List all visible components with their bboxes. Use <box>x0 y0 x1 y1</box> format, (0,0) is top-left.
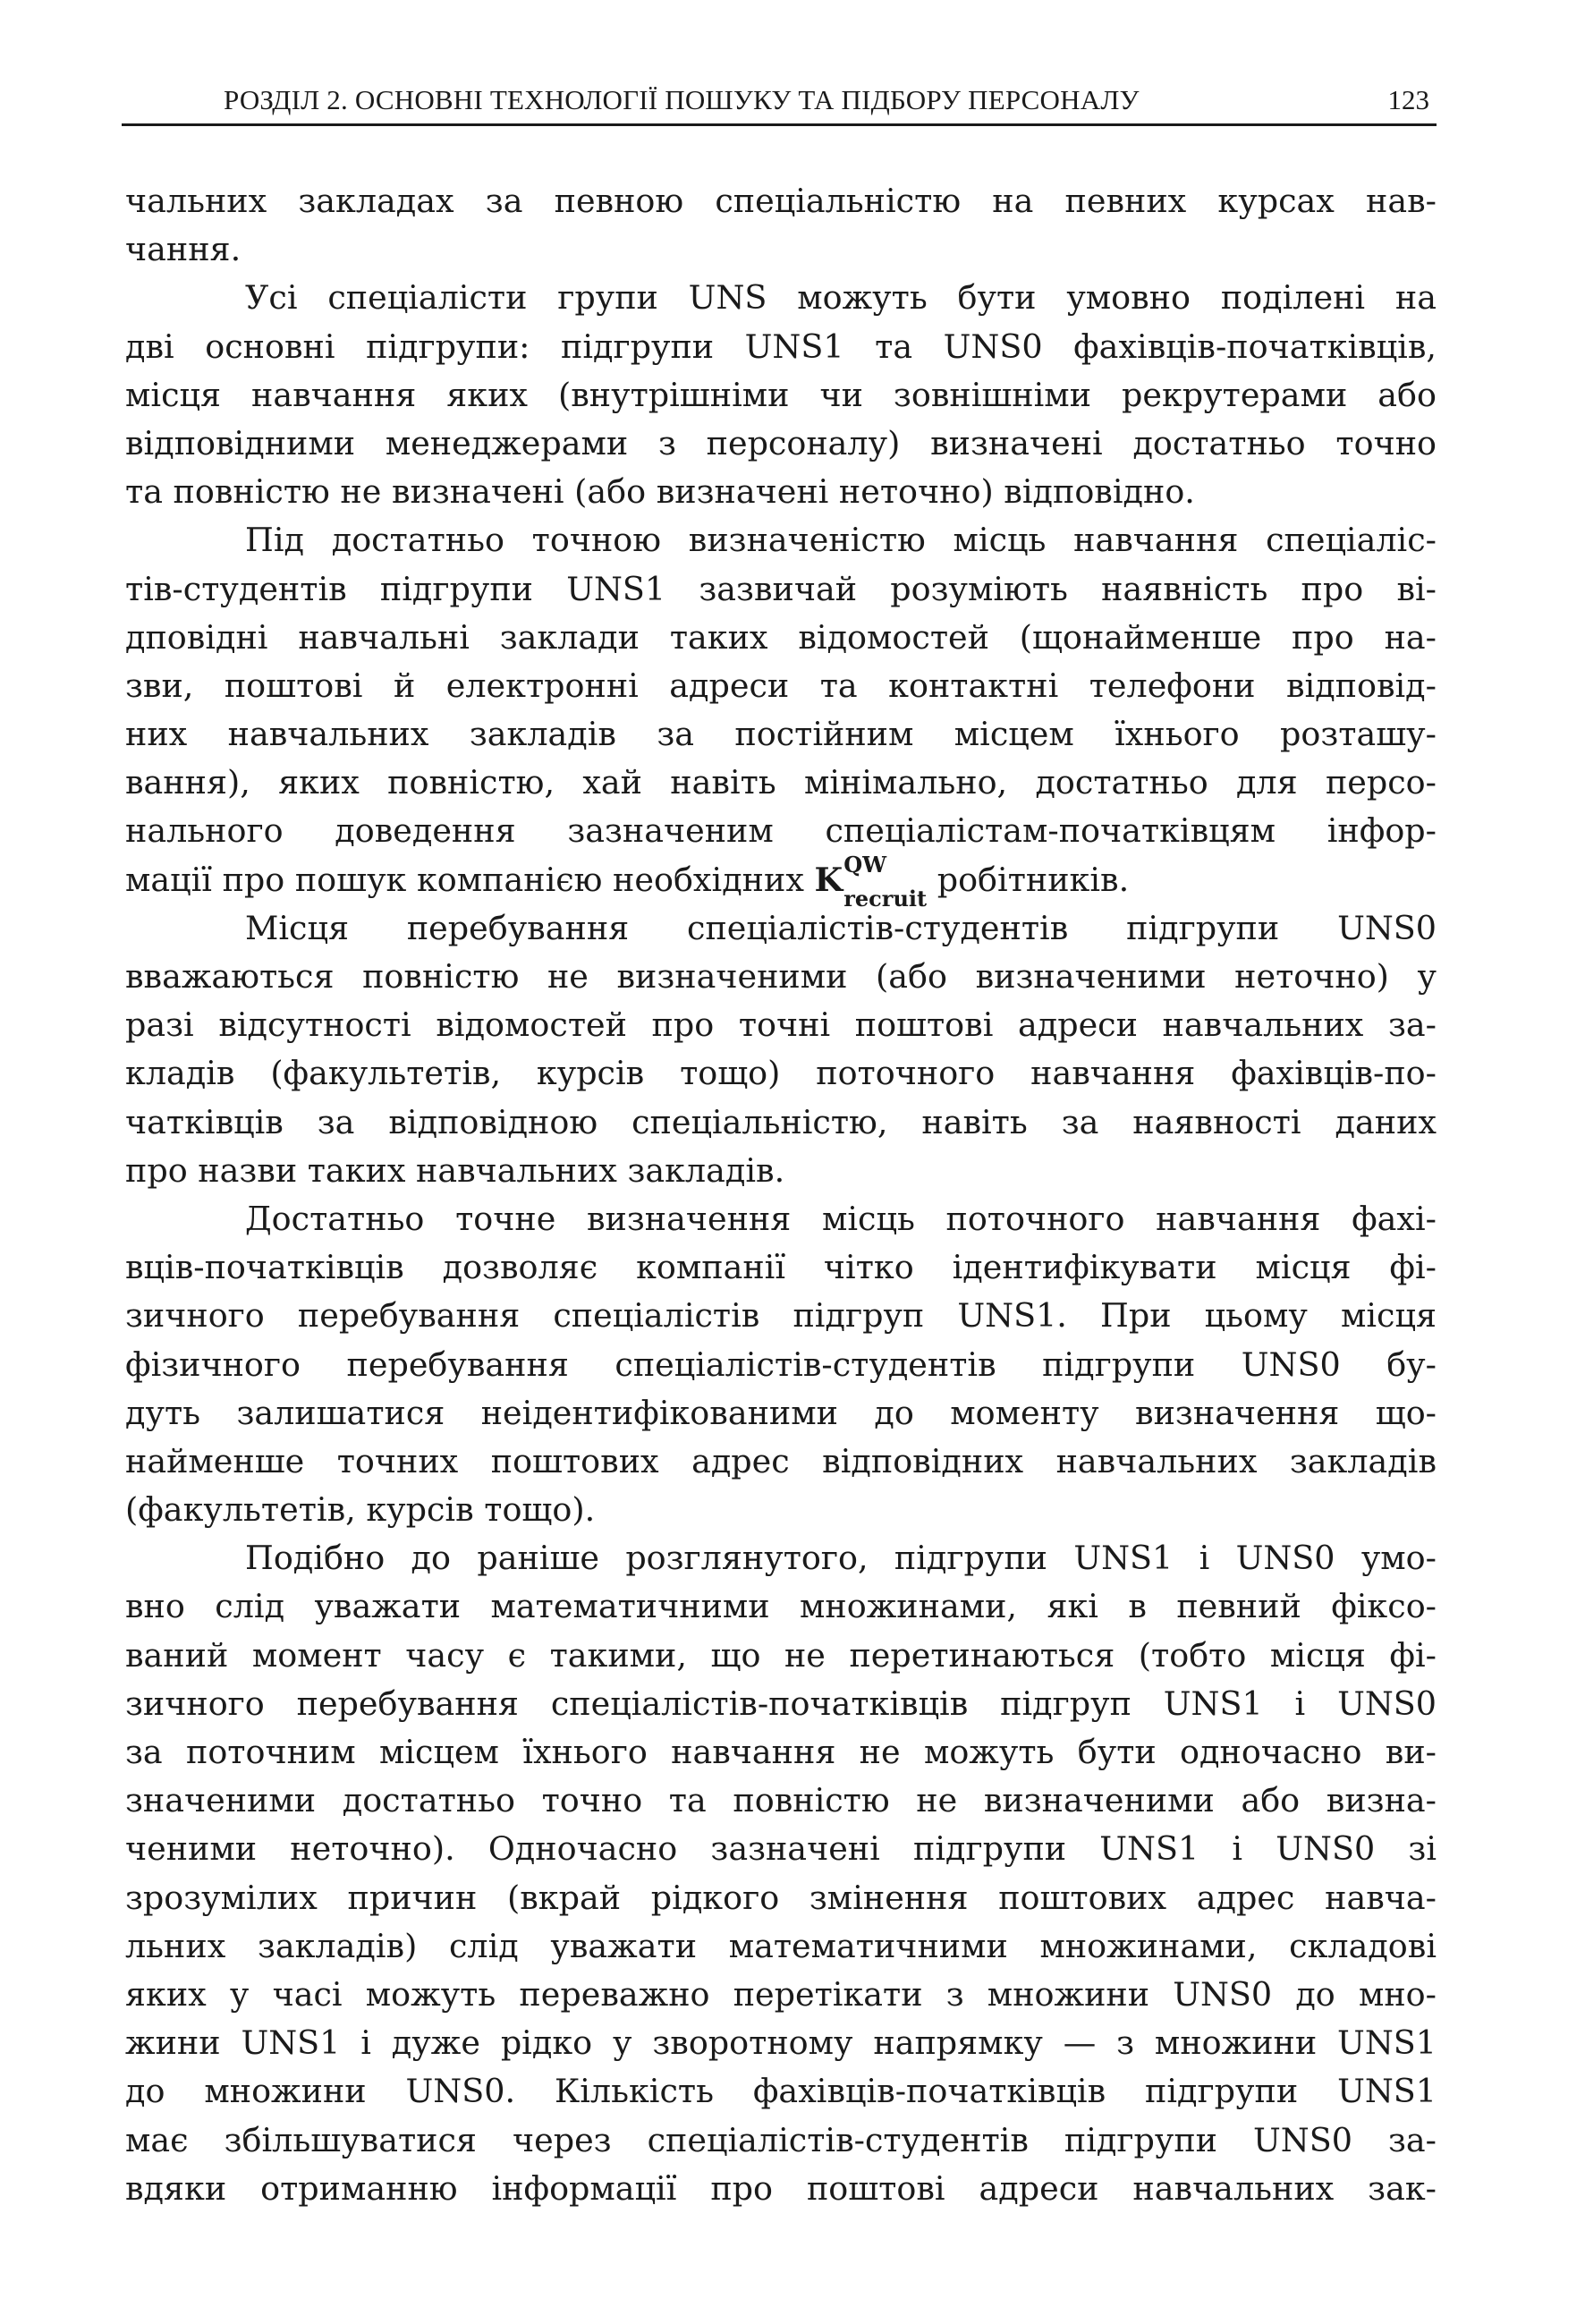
text-line: місця навчання яких (внутрішніми чи зовнішніми рекрутерами або <box>125 375 1437 414</box>
body-text <box>125 177 1437 2213</box>
formula-k-recruit <box>814 852 928 912</box>
text-line: дповідні навчальні заклади таких відомостей (щонайменше про на- <box>125 617 1437 657</box>
text-line: ченими неточно). Одночасно зазначені підгрупи UNS1 і UNS0 зі <box>125 1829 1437 1869</box>
text-fragment: робітників. <box>937 860 1130 899</box>
formula-subscript: recruit <box>843 886 928 912</box>
text-line: та повністю не визначені (або визначені неточно) відповідно. <box>125 472 1195 512</box>
text-line: жини UNS1 і дуже рідко у зворотному напрямку — з множини UNS1 <box>125 2023 1437 2063</box>
text-line: дві основні підгрупи: підгрупи UNS1 та UNS0 фахівців-початківців, <box>125 327 1437 366</box>
text-line: дуть залишатися неідентифікованими до моменту визначення що- <box>125 1393 1437 1432</box>
text-line: вання), яких повністю, хай навіть мінімально, достатньо для персо- <box>125 763 1437 802</box>
formula-superscript: QW <box>843 852 887 878</box>
text-line: має збільшуватися через спеціалістів-студентів підгрупи UNS0 за- <box>125 2120 1437 2159</box>
text-line: до множини UNS0. Кількість фахівців-початківців підгрупи UNS1 <box>125 2072 1437 2111</box>
text-line: зрозумілих причин (вкрай рідкого змінення поштових адрес навча- <box>125 1878 1437 1917</box>
text-line: нального доведення зазначеним спеціалістам-початківцям інфор- <box>125 811 1437 851</box>
text-line: Місця перебування спеціалістів-студентів підгрупи UNS0 <box>245 908 1437 947</box>
text-line: ваний момент часу є такими, що не перетинаються (тобто місця фі- <box>125 1635 1437 1675</box>
text-line: (факультетів, курсів тощо). <box>125 1490 596 1530</box>
text-line: значеними достатньо точно та повністю не визначеними або визна- <box>125 1781 1437 1820</box>
text-line: вців-початківців дозволяє компанії чітко ідентифікувати місця фі- <box>125 1248 1437 1287</box>
text-line: льних закладів) слід уважати математичними множинами, складові <box>125 1926 1437 1965</box>
text-line: вдяки отриманню інформації про поштові адреси навчальних зак- <box>125 2168 1437 2208</box>
text-line: найменше точних поштових адрес відповідних навчальних закладів <box>125 1441 1437 1480</box>
text-line: разі відсутності відомостей про точні поштові адреси навчальних за- <box>125 1005 1437 1045</box>
text-line: кладів (факультетів, курсів тощо) поточного навчання фахівців-по- <box>125 1054 1437 1093</box>
text-line: вважаються повністю не визначеними (або визначеними неточно) у <box>125 957 1437 996</box>
text-line: про назви таких навчальних закладів. <box>125 1150 785 1190</box>
text-line: фізичного перебування спеціалістів-студентів підгрупи UNS0 бу- <box>125 1344 1437 1384</box>
text-line: відповідними менеджерами з персоналу) визначені достатньо точно <box>125 423 1437 462</box>
text-line: Під достатньо точною визначеністю місць навчання спеціаліс- <box>245 521 1437 560</box>
running-header <box>122 82 1437 126</box>
chapter-title: РОЗДІЛ 2. ОСНОВНІ ТЕХНОЛОГІЇ ПОШУКУ ТА ПІДБОРУ ПЕРСОНАЛУ <box>224 84 1140 115</box>
text-line: Усі спеціалісти групи UNS можуть бути умовно поділені на <box>245 278 1437 318</box>
text-line: яких у часі можуть переважно перетікати з множини UNS0 до мно- <box>125 1974 1437 2014</box>
formula-indices <box>843 852 928 912</box>
text-fragment: мації про пошук компанією необхідних <box>125 860 804 899</box>
page-number: 123 <box>1387 84 1429 115</box>
text-line: них навчальних закладів за постійним місцем їхнього розташу- <box>125 715 1437 754</box>
formula-base: K <box>814 860 843 899</box>
text-line: вно слід уважати математичними множинами, які в певний фіксо- <box>125 1587 1437 1626</box>
text-line: зичного перебування спеціалістів-початківців підгруп UNS1 і UNS0 <box>125 1684 1437 1723</box>
text-line: чатківців за відповідною спеціальністю, навіть за наявності даних <box>125 1102 1437 1141</box>
text-line-with-formula <box>125 852 1437 912</box>
text-line: зичного перебування спеціалістів підгруп UNS1. При цьому місця <box>125 1296 1437 1336</box>
text-line: чальних закладах за певною спеціальністю на певних курсах нав- <box>125 182 1437 220</box>
text-line: тів-студентів підгрупи UNS1 зазвичай розуміють наявність про ві- <box>125 569 1437 608</box>
text-line: зви, поштові й електронні адреси та контактні телефони відповід- <box>125 666 1437 705</box>
text-line: Подібно до раніше розглянутого, підгрупи UNS1 і UNS0 умо- <box>245 1539 1437 1578</box>
text-line: за поточним місцем їхнього навчання не можуть бути одночасно ви- <box>125 1733 1437 1771</box>
text-line: чання. <box>125 230 242 269</box>
text-line: Достатньо точне визначення місць поточного навчання фахі- <box>245 1199 1437 1238</box>
